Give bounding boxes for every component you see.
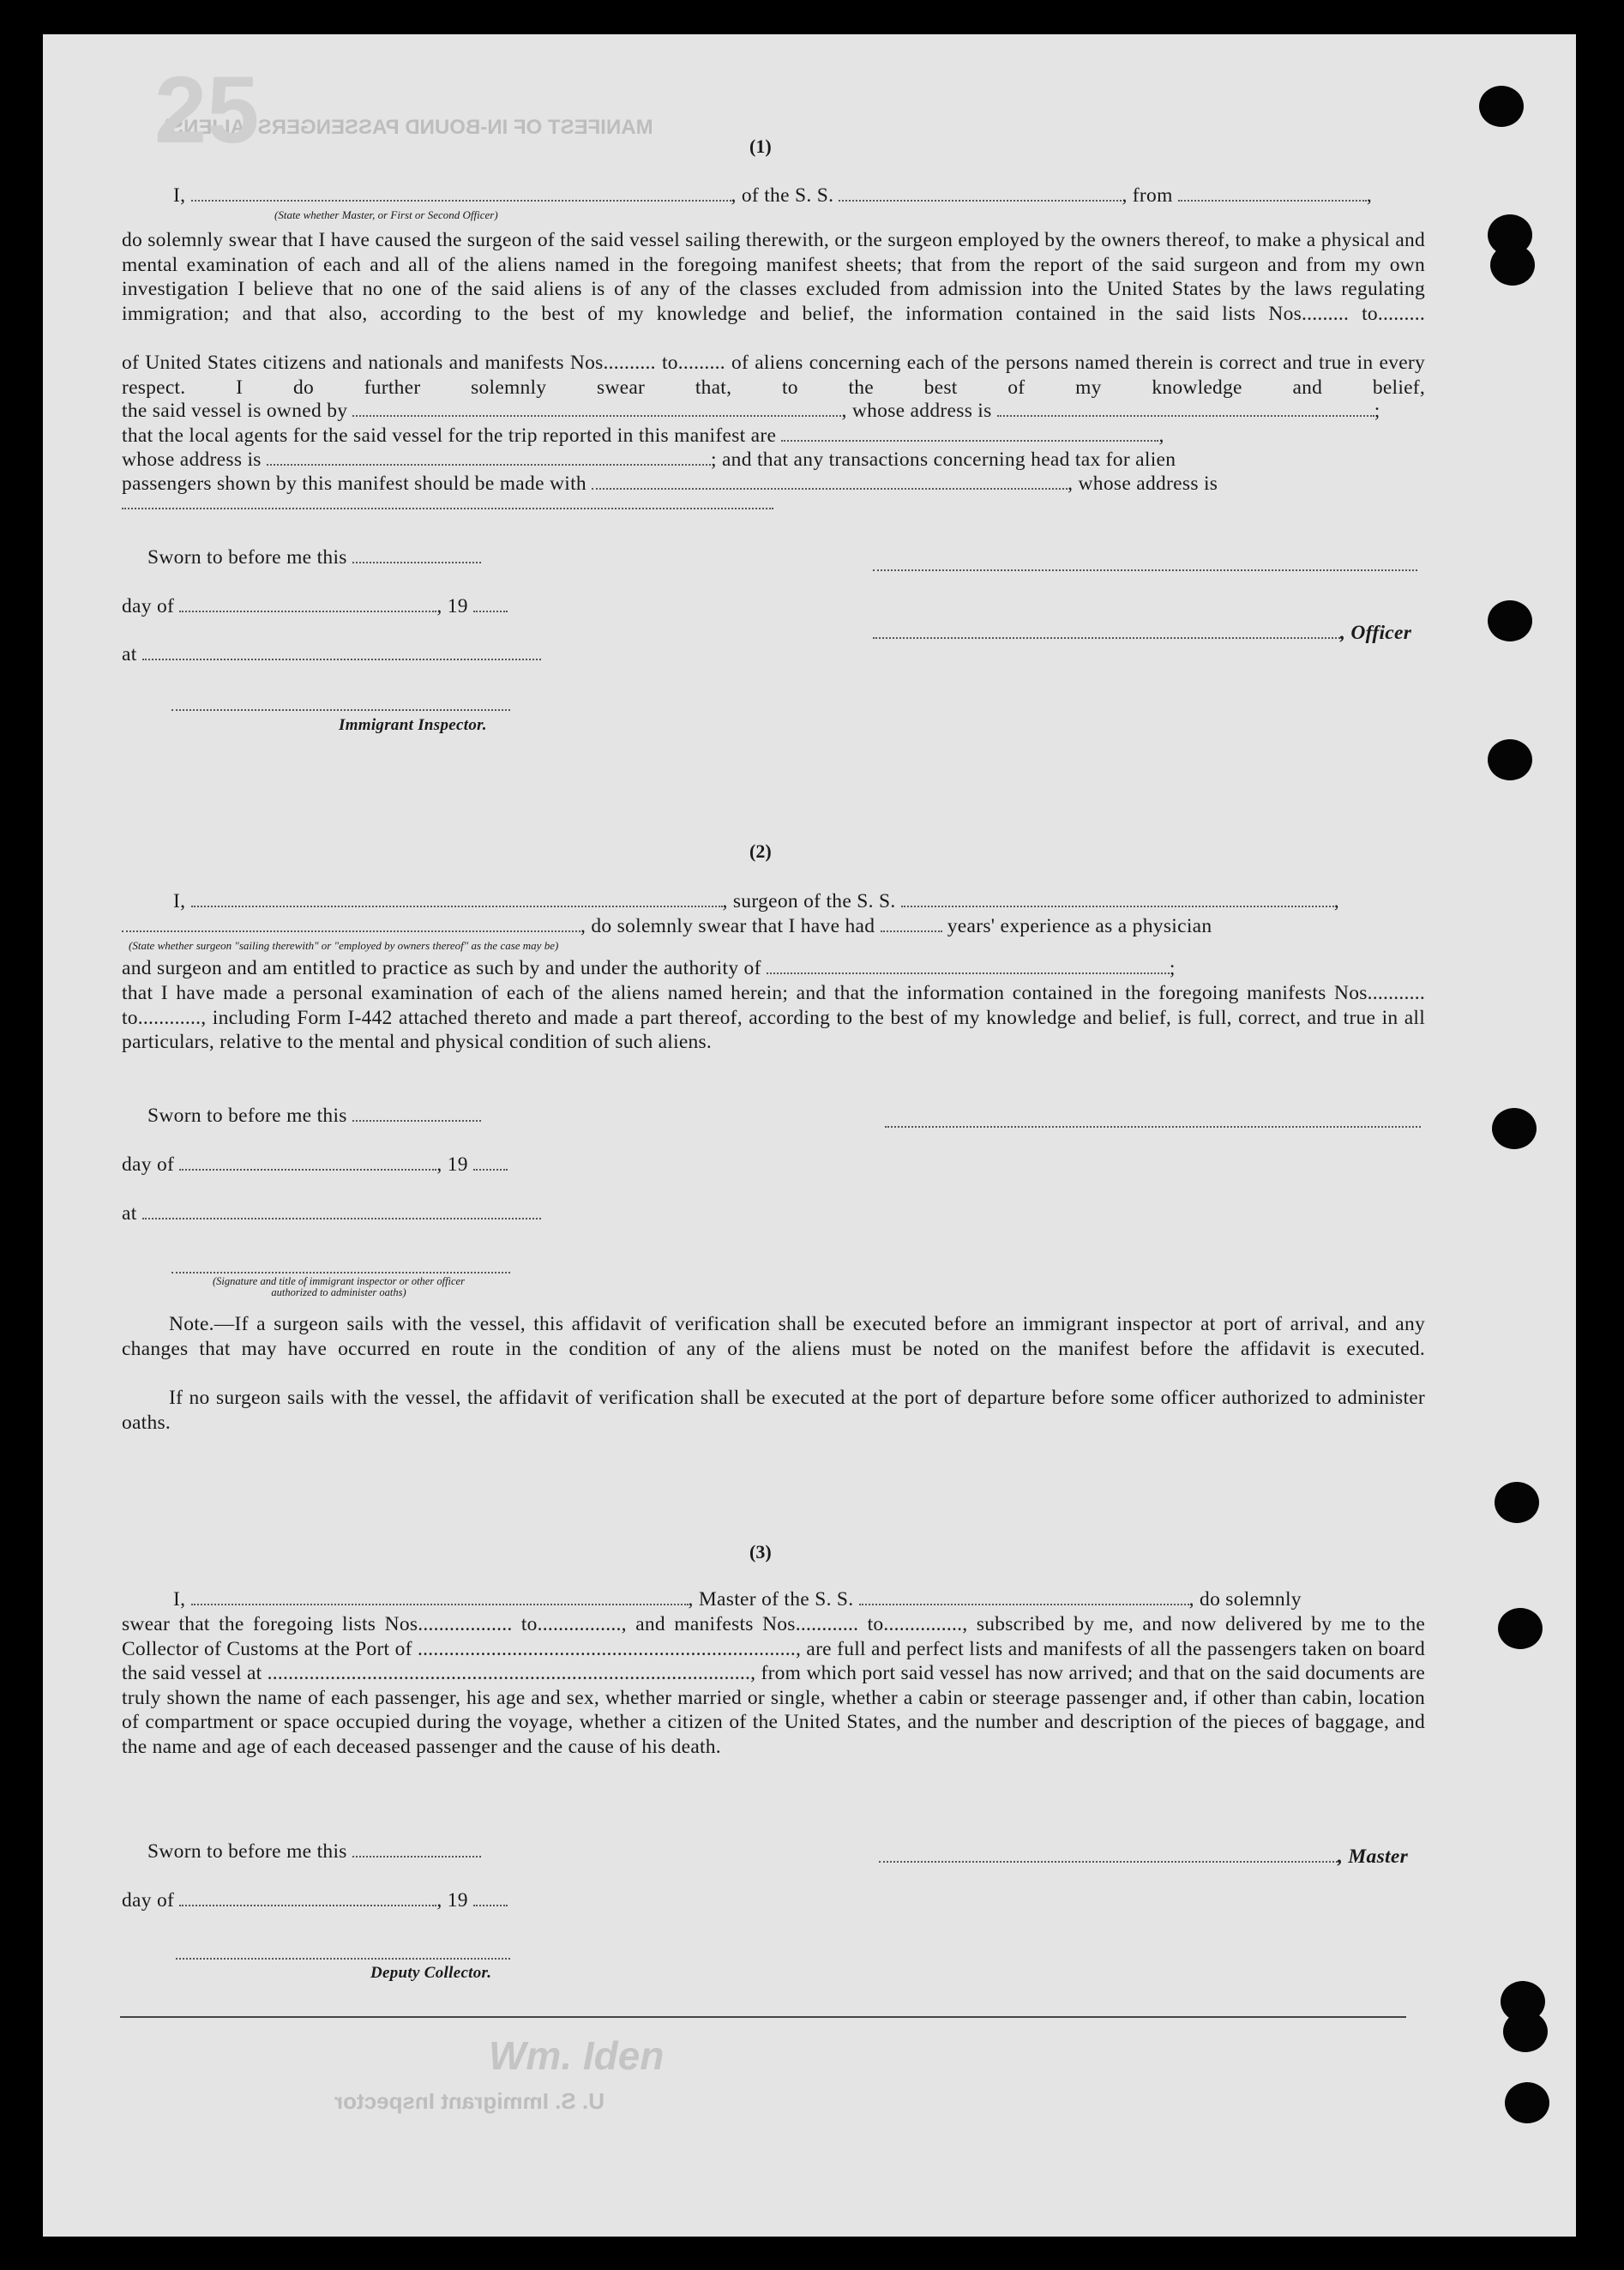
manifest-sheet [43, 34, 1576, 2237]
section3-year-field[interactable] [473, 1889, 508, 1906]
section2-line3 [122, 957, 1176, 980]
section1-line1-end: , [1366, 184, 1373, 207]
note-paragraph1 [122, 1312, 1425, 1361]
officer-name-field[interactable] [191, 184, 731, 202]
departure-port-field[interactable] [1178, 184, 1367, 202]
section2-at [122, 1202, 541, 1225]
section1-paragraph1: do solemnly swear that I have caused the surgeon of the said vessel sailing therewith, or the surgeon employed by the owners thereof, to make a physical and mental examination of each and all of the aliens named in the foregoing manifest sheets; that from the report of the said surgeon and from my own investigation I believe that no one of the said aliens is of any of the classes excluded from admission into the United States by the laws regulating immigration; and that also, according to the best of my knowledge and belief, the information contained in the said lists Nos......... to......... [122, 229, 1425, 325]
faint-inspector-text: U. S. Immigrant Inspector [334, 2088, 604, 2114]
punch-hole [1503, 2011, 1548, 2052]
section1-of-ss-label: , of the S. S. [731, 184, 834, 207]
section2-line2 [122, 915, 1212, 938]
section2-line3-end: ; [1169, 957, 1176, 979]
section2-sworn-label: Sworn to before me this [147, 1105, 347, 1127]
section2-year-label: , 19 [436, 1153, 468, 1176]
physician-label: years' experience as a physician [947, 915, 1212, 937]
head-tax-text: ; and that any transactions concerning head tax for alien [710, 449, 1176, 471]
head-tax-party-field[interactable] [592, 473, 1068, 490]
section3-sworn-label: Sworn to before me this [147, 1840, 347, 1863]
section2-sworn [147, 1105, 481, 1128]
section2-number: (2) [749, 840, 772, 862]
section1-at [122, 643, 541, 666]
section2-caption2: (Signature and title of immigrant inspector or other officer authorized to administer oaths) [213, 1275, 465, 1298]
section1-address-line [122, 449, 1176, 472]
section3-number: (3) [749, 1541, 772, 1563]
section1-sworn [147, 546, 481, 569]
sworn-date-field[interactable] [352, 546, 481, 563]
inspector-signature-line[interactable] [171, 709, 510, 711]
punch-hole [1498, 1608, 1543, 1649]
day-of-field[interactable] [179, 595, 436, 612]
bottom-rule [120, 2016, 1406, 2018]
section2-at-label: at [122, 1202, 137, 1225]
section2-day-field[interactable] [179, 1153, 436, 1171]
section3-year-label: , 19 [436, 1889, 468, 1912]
owner-address-label: , whose address is [841, 400, 992, 422]
year-field[interactable] [473, 595, 508, 612]
section3-master [879, 1846, 1408, 1869]
section3-i-label: I, [173, 1588, 186, 1611]
passengers-label: passengers shown by this manifest should be made with [122, 473, 586, 495]
section2-i-label: I, [173, 890, 186, 912]
section1-owned-line [122, 400, 1380, 423]
punch-hole [1479, 86, 1524, 127]
section1-i-label: I, [173, 184, 186, 207]
section3-vessel-field[interactable] [859, 1588, 1189, 1605]
section2-line1 [173, 890, 1339, 913]
section2-year-field[interactable] [473, 1153, 508, 1171]
section2-day-of [122, 1153, 508, 1177]
deputy-signature-line[interactable] [176, 1958, 510, 1960]
vessel-name-field[interactable] [839, 184, 1122, 202]
section3-sworn-field[interactable] [352, 1840, 481, 1858]
authority-field[interactable] [767, 957, 1170, 974]
master-signature-field[interactable] [879, 1846, 1338, 1863]
experience-label: , do solemnly swear that I have had [580, 915, 875, 937]
note2-text: If no surgeon sails with the vessel, the affidavit of verification shall be executed at the port of departure before some officer authorized to administer oaths. [122, 1387, 1425, 1434]
officer-title-field[interactable] [873, 622, 1340, 639]
section1-caption: (State whether Master, or First or Second Officer) [274, 208, 498, 221]
owned-by-label: the said vessel is owned by [122, 400, 348, 422]
punch-hole [1488, 600, 1532, 641]
section1-passengers-line [122, 473, 1218, 496]
year-label: , 19 [436, 595, 468, 617]
agents-field[interactable] [781, 424, 1158, 442]
section3-paragraph: swear that the foregoing lists Nos.................. to................, and manifests Nos............ to..............., subscribed by me, and now delivered by me to the Collector of Customs at the Port of ........................................................................, are full and perfect lists and manifests of all the passengers taken on board the said vessel at ............................................................................................, from which port said vessel has now arrived; and that on the said documents are truly shown the name of each passenger, his age and sex, whether married or single, whether a cabin or steerage passenger and, if other than cabin, location of compartment or space occupied during the voyage, whether a citizen of the United States, and the number and description of the pieces of baggage, and the name and age of each deceased passenger and the cause of his death. [122, 1613, 1425, 1758]
section3-line1 [173, 1588, 1302, 1611]
sworn-label: Sworn to before me this [147, 546, 347, 569]
section1-officer [873, 622, 1411, 645]
section1-line1 [173, 184, 1372, 208]
section3-day-field[interactable] [179, 1889, 436, 1906]
address-label: whose address is [122, 449, 262, 471]
section2-paragraph: that I have made a personal examination of each of the aliens named herein; and that the information contained in the foregoing manifests Nos........... to............, including Form I-442 attached thereto and made a part thereof, according to the best of my knowledge and belief, is full, correct, and true in all particulars, relative to the mental and physical condition of such aliens. [122, 982, 1425, 1054]
section2-inspector-line[interactable] [171, 1272, 510, 1273]
day-of-label: day of [122, 595, 175, 617]
surgeon-name-field[interactable] [191, 890, 723, 907]
section1-from-label: , from [1122, 184, 1173, 207]
section2-at-field[interactable] [142, 1202, 541, 1219]
section3-day-of-label: day of [122, 1889, 175, 1912]
owner-field[interactable] [352, 400, 841, 417]
surgeon-of-ss-label: , surgeon of the S. S. [722, 890, 896, 912]
surgeon-status-field[interactable] [122, 915, 580, 932]
section1-agents-line [122, 424, 1164, 448]
authority-label: and surgeon and am entitled to practice as such by and under the authority of [122, 957, 761, 979]
officer-signature-line[interactable] [873, 569, 1417, 571]
section1-day-of [122, 595, 508, 618]
at-field[interactable] [142, 643, 541, 660]
section2-sworn-field[interactable] [352, 1105, 481, 1122]
passengers-address-label: , whose address is [1068, 473, 1218, 495]
note-paragraph2 [122, 1386, 1425, 1435]
agents-label: that the local agents for the said vessel for the trip reported in this manifest are [122, 424, 777, 447]
section1-number: (1) [749, 135, 772, 157]
agents-line-end: , [1158, 424, 1164, 447]
years-experience-field[interactable] [881, 915, 942, 932]
section3-sworn [147, 1840, 481, 1864]
at-label: at [122, 643, 137, 665]
section2-line1-end: , [1333, 890, 1339, 912]
faint-signature: Wm. Iden [489, 2033, 665, 2078]
owner-address-field[interactable] [997, 400, 1374, 417]
immigrant-inspector-label: Immigrant Inspector. [339, 716, 487, 734]
faint-stamp-mark: 25 [154, 57, 260, 163]
faint-header-text: MANIFEST OF IN-BOUND PASSENGERS (ALIENS) [163, 116, 653, 139]
note1-text: Note.—If a surgeon sails with the vessel, this affidavit of verification shall be executed before an immigrant inspector at port of arrival, and any changes that may have occurred en route in the condition of any of the aliens must be noted on the manifest before the affidavit is executed. [122, 1313, 1425, 1360]
section1-paragraph2: of United States citizens and nationals and manifests Nos.......... to......... of aliens concerning each of the persons named therein is correct and true in every respect. I do further solemnly swear that, to the best of my knowledge and belief, [122, 352, 1425, 399]
section2-day-of-label: day of [122, 1153, 175, 1176]
section2-caption: (State whether surgeon "sailing therewith" or "employed by owners thereof" as the case may be) [129, 939, 559, 952]
punch-hole [1490, 244, 1535, 286]
deputy-collector-label: Deputy Collector. [370, 1964, 492, 1982]
punch-hole [1495, 1482, 1539, 1523]
agents-address-field[interactable] [267, 449, 711, 466]
owned-line-end: ; [1374, 400, 1380, 422]
section3-day-of [122, 1889, 508, 1912]
section1-address-rule [122, 508, 773, 509]
master-name-field[interactable] [191, 1588, 689, 1605]
master-of-ss-label: , Master of the S. S. [688, 1588, 854, 1611]
master-label: , Master [1338, 1846, 1409, 1868]
punch-hole [1488, 739, 1532, 780]
surgeon-vessel-field[interactable] [901, 890, 1334, 907]
punch-hole [1505, 2082, 1549, 2123]
surgeon-signature-line[interactable] [885, 1126, 1421, 1128]
officer-label: , Officer [1340, 622, 1412, 644]
punch-hole [1492, 1108, 1537, 1149]
do-solemnly-label: , do solemnly [1188, 1588, 1302, 1611]
